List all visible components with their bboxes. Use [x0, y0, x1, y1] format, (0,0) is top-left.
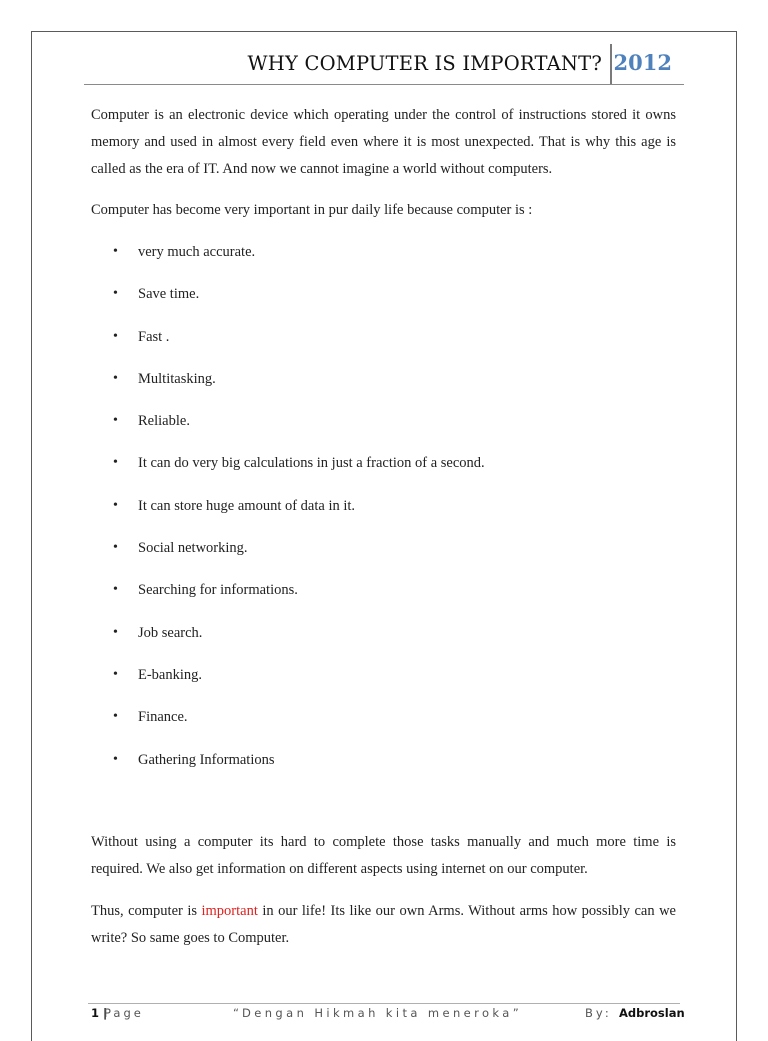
footer-page-number: 1 |	[91, 1006, 108, 1020]
footer-author: Adbroslan	[619, 1006, 685, 1020]
highlighted-word: important	[201, 903, 258, 919]
footer-motto: “Dengan Hikmah kita meneroka”	[233, 1006, 523, 1020]
bullet-icon: •	[113, 244, 118, 259]
bullet-icon: •	[113, 540, 118, 556]
list-item-text: Job search.	[138, 624, 203, 641]
list-item-text: Save time.	[138, 286, 200, 303]
bullet-icon: •	[113, 751, 118, 767]
closing-text-end: in our life! Its like our own Arms. Without arms how possibly can we write? So same goes to Computer.	[91, 903, 676, 946]
footer-by-label: By:	[585, 1006, 612, 1020]
list-item-text: Reliable.	[138, 413, 190, 430]
footer-rule	[88, 1003, 680, 1004]
bullet-icon: •	[113, 328, 118, 344]
list-item-text: It can store huge amount of data in it.	[138, 497, 356, 514]
list-item-text: Multitasking.	[138, 370, 216, 387]
list-item-text: Gathering Informations	[138, 751, 275, 768]
closing-text-start: Thus, computer is	[91, 903, 202, 919]
list-item-text: E-banking.	[138, 666, 203, 683]
bullet-icon: •	[113, 709, 118, 725]
bullet-icon: •	[113, 624, 118, 640]
footer-page-label: Page	[104, 1006, 144, 1020]
bullet-icon: •	[113, 582, 118, 598]
lead-in-paragraph: Computer has become very important in pur daily life because computer is :	[91, 202, 533, 218]
list-item-text: Fast .	[138, 328, 170, 345]
bullet-icon: •	[113, 286, 118, 302]
list-item-text: very much accurate.	[138, 244, 256, 260]
closing-paragraph	[91, 898, 676, 952]
bullet-icon: •	[113, 413, 118, 429]
header-year: 2012	[613, 50, 672, 75]
intro-paragraph: Computer is an electronic device which operating under the control of instructions stored it owns memory and used in almost every field even where it is most unexpected. That is why this age is called as the era of IT. And now we cannot imagine a world without computers.	[91, 107, 676, 177]
page-header	[84, 44, 684, 85]
bullet-icon: •	[113, 455, 118, 471]
bullet-icon: •	[113, 497, 118, 513]
header-title: WHY COMPUTER IS IMPORTANT?	[247, 52, 602, 75]
bullet-icon: •	[113, 370, 118, 386]
header-divider	[610, 44, 612, 84]
list-item-text: Searching for informations.	[138, 582, 298, 599]
list-item-text: It can do very big calculations in just a fraction of a second.	[138, 455, 485, 472]
list-item-text: Social networking.	[138, 540, 248, 557]
conclusion-paragraph: Without using a computer its hard to complete those tasks manually and much more time is required. We also get information on different aspects using internet on our computer.	[91, 834, 676, 877]
list-item-text: Finance.	[138, 709, 188, 726]
bullet-icon: •	[113, 666, 118, 682]
